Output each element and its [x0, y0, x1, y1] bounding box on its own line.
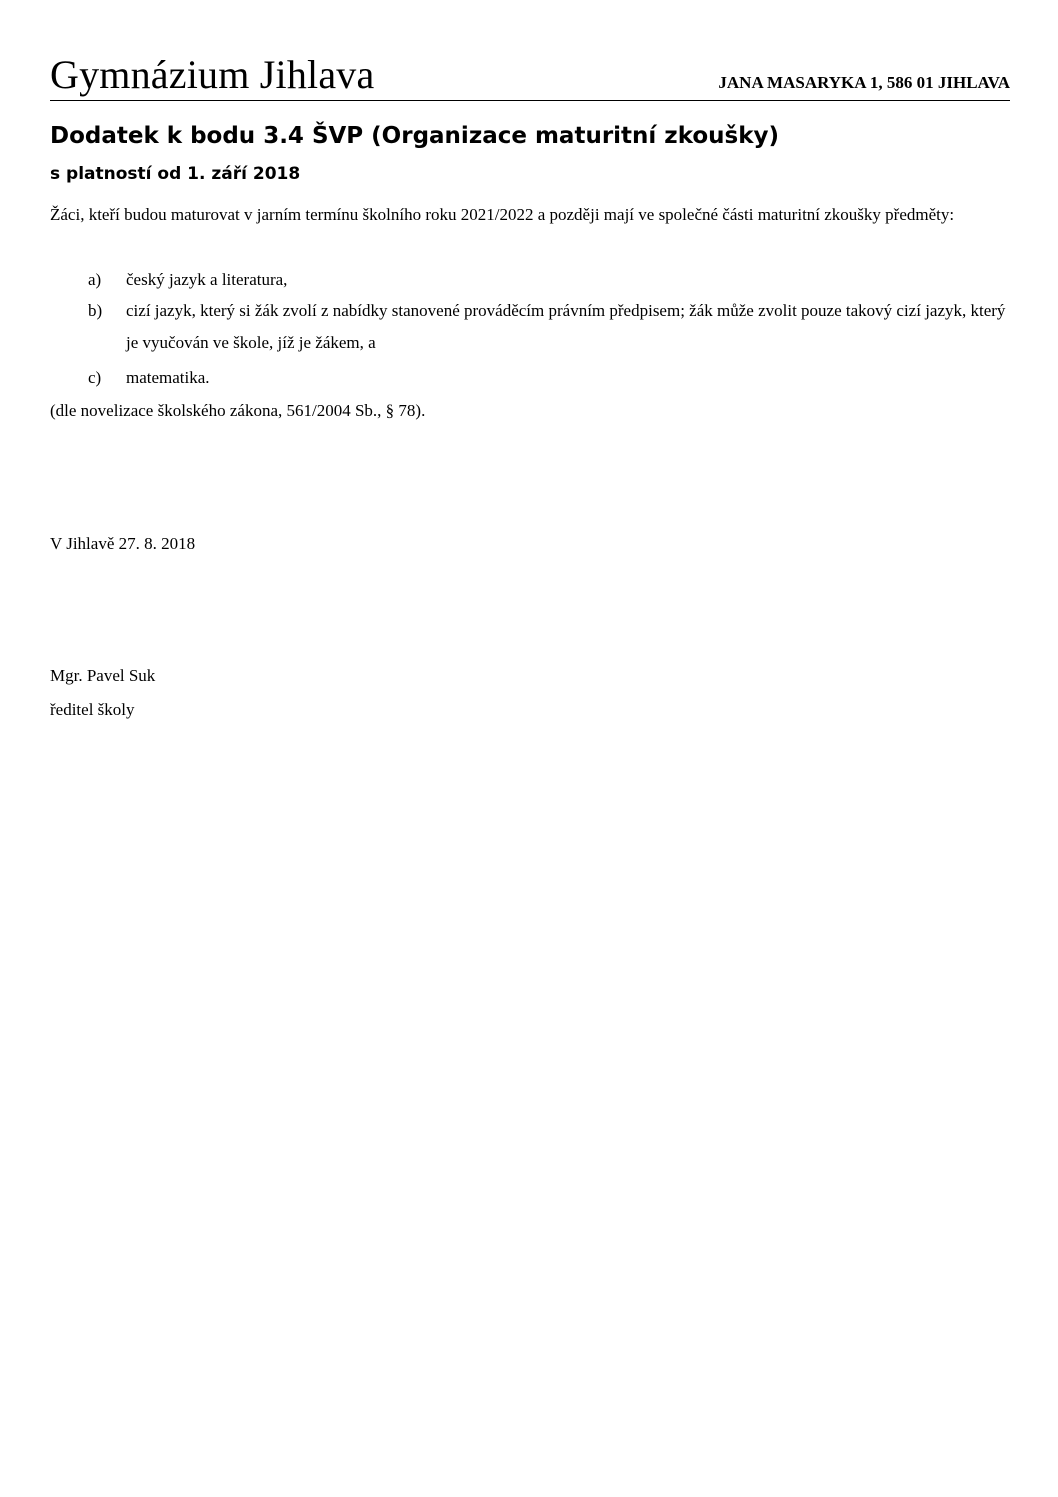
letterhead: [50, 52, 1010, 101]
list-marker: a): [88, 270, 102, 289]
validity-date: s platností od 1. září 2018: [50, 164, 301, 184]
signer-name: Mgr. Pavel Suk: [50, 666, 156, 685]
legal-note: (dle novelizace školského zákona, 561/2004 Sb., § 78).: [50, 401, 426, 420]
school-name: Gymnázium Jihlava: [50, 52, 375, 97]
list-item-text: cizí jazyk, který si žák zvolí z nabídky stanovené prováděcím právním předpisem; žák může zvolit pouze takový cizí jazyk, který je vyučován ve škole, jíž je žákem, a: [126, 301, 1006, 352]
list-item-text: český jazyk a literatura,: [126, 270, 288, 289]
list-item-text: matematika.: [126, 368, 210, 387]
signer-role: ředitel školy: [50, 700, 135, 719]
list-marker: c): [88, 368, 102, 387]
list-marker: b): [88, 301, 103, 320]
place-and-date: V Jihlavě 27. 8. 2018: [50, 534, 196, 553]
school-address: JANA MASARYKA 1, 586 01 JIHLAVA: [718, 73, 1010, 92]
document-title: Dodatek k bodu 3.4 ŠVP (Organizace maturitní zkoušky): [50, 123, 780, 149]
intro-paragraph: Žáci, kteří budou maturovat v jarním termínu školního roku 2021/2022 a později mají ve společné části maturitní zkoušky předměty:: [50, 205, 955, 224]
